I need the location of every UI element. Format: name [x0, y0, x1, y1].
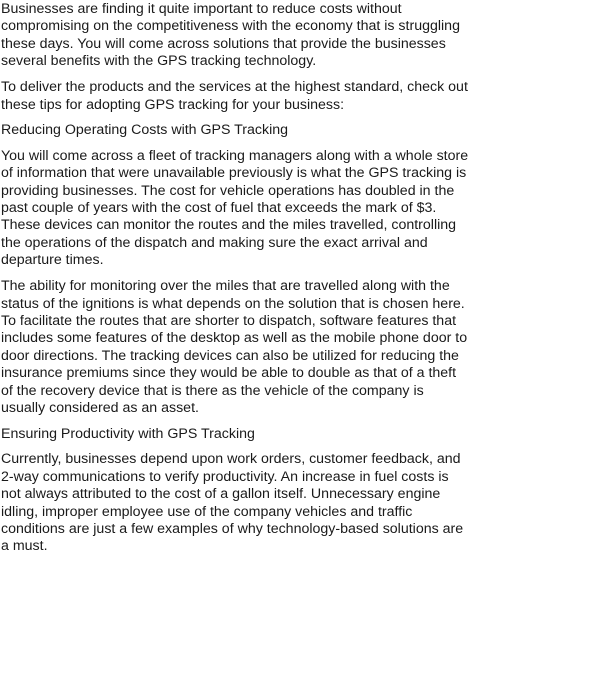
article-body	[1, 1, 471, 564]
operating-costs-paragraph-1: You will come across a fleet of tracking managers along with a whole store of information that were unavailable previously is what the GPS tracking is providing businesses. The cost for vehicle operations has doubled in the past couple of years with the cost of fuel that exceeds the mark of $3. These devices can monitor the routes and the miles travelled, controlling the operations of the dispatch and making sure the exact arrival and departure times.	[1, 147, 469, 269]
operating-costs-paragraph-2: The ability for monitoring over the miles that are travelled along with the status of the ignitions is what depends on the solution that is chosen here. To facilitate the routes that are shorter to dispatch, software features that includes some features of the desktop as well as the mobile phone door to door directions. The tracking devices can also be utilized for reducing the insurance premiums since they would be able to double as that of a theft of the recovery device that is there as the vehicle of the company is usually considered as an asset.	[1, 278, 468, 417]
tips-intro-paragraph: To deliver the products and the services at the highest standard, check out these tips for adopting GPS tracking for your business:	[1, 79, 468, 113]
section-heading-operating-costs: Reducing Operating Costs with GPS Tracking	[1, 122, 289, 139]
section-heading-productivity: Ensuring Productivity with GPS Tracking	[1, 425, 255, 442]
intro-paragraph: Businesses are finding it quite important to reduce costs without compromising on the competitiveness with the economy that is struggling these days. You will come across solutions that provide the businesses several benefits with the GPS tracking technology.	[1, 1, 460, 70]
productivity-paragraph: Currently, businesses depend upon work orders, customer feedback, and 2-way communications to verify productivity. An increase in fuel costs is not always attributed to the cost of a gallon itself. Unnecessary engine idling, improper employee use of the company vehicles and traffic conditions are just a few examples of why technology-based solutions are a must.	[1, 451, 464, 555]
